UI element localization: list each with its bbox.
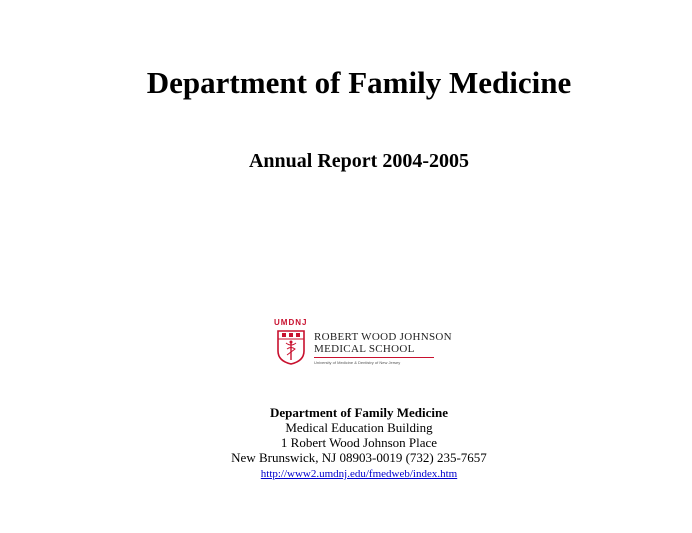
- logo-name-line2: MEDICAL SCHOOL: [314, 343, 415, 355]
- logo-name-line1: ROBERT WOOD JOHNSON: [314, 331, 452, 343]
- address-city-phone: New Brunswick, NJ 08903-0019 (732) 235-7657: [231, 450, 487, 465]
- website-link[interactable]: http://www2.umdnj.edu/fmedweb/index.htm: [260, 468, 458, 480]
- rwjms-logo: [274, 318, 454, 370]
- seal-icon: [276, 329, 306, 365]
- address-building: Medical Education Building: [285, 420, 433, 435]
- document-subtitle: Annual Report 2004-2005: [248, 150, 469, 172]
- address-street: 1 Robert Wood Johnson Place: [280, 435, 438, 450]
- logo-acronym: UMDNJ: [274, 318, 308, 327]
- document-title: Department of Family Medicine: [146, 65, 572, 100]
- logo-divider: [314, 357, 434, 358]
- contact-address: [0, 405, 692, 482]
- address-department: Department of Family Medicine: [270, 405, 448, 420]
- logo-tagline: University of Medicine & Dentistry of New Jersey: [314, 360, 401, 365]
